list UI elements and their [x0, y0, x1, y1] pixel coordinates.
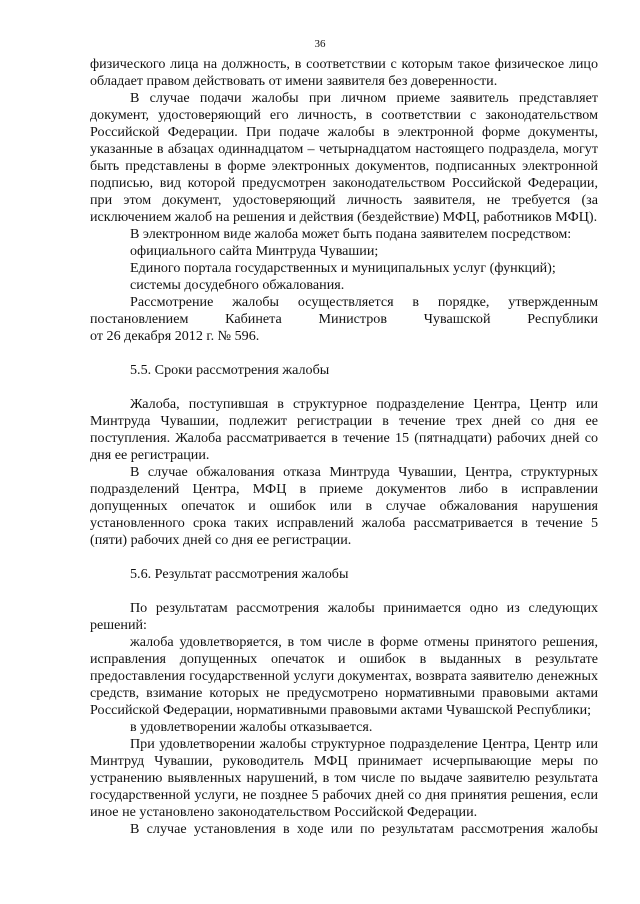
word: жалобы [232, 294, 280, 310]
list-item-complaint-rejected: в удовлетворении жалобы отказывается. [130, 719, 373, 735]
word: порядке, [437, 294, 490, 310]
paragraph-established-violation: В случае установления в ходе или по результатам рассмотрения жалобы [130, 821, 598, 837]
paragraph-review-procedure-line1 [90, 294, 598, 311]
word: Республики [527, 311, 598, 327]
paragraph-refusal-appeal-term: В случае обжалования отказа Минтруда Чувашии, Центра, структурных подразделений Центра, МФЦ в приеме документов либо в исправлении допущенных опечаток и ошибок или в случае обжалования нарушения установленного срока таких исправлений жалоба рассматривается в течение 5 (пяти) рабочих дней со дня ее регистрации. [90, 464, 598, 548]
list-item-official-site: официального сайта Минтруда Чувашии; [130, 243, 379, 259]
section-heading-5-5: 5.5. Сроки рассмотрения жалобы [130, 362, 330, 378]
list-item-complaint-satisfied: жалоба удовлетворяется, в том числе в форме отмены принятого решения, исправления допущенных опечаток и ошибок в выданных в результате предоставления государственной услуги документах, возврата заявителю денежных средств, взимание которых не предусмотрено нормативными правовыми актами Российской Федерации, нормативными правовыми актами Чувашской Республики; [90, 634, 598, 718]
word: Чувашской [423, 311, 491, 327]
document-body [90, 56, 598, 838]
section-heading-5-6: 5.6. Результат рассмотрения жалобы [130, 566, 349, 582]
word: Кабинета [225, 311, 282, 327]
word: в [412, 294, 420, 310]
list-item-pretrial-system: системы досудебного обжалования. [130, 277, 345, 293]
word: утвержденным [508, 294, 598, 310]
paragraph-review-procedure-line2 [90, 311, 598, 328]
list-item-unified-portal: Единого портала государственных и муниципальных услуг (функций); [130, 260, 556, 276]
word: Рассмотрение [130, 294, 214, 310]
paragraph-registration-term: Жалоба, поступившая в структурное подразделение Центра, Центр или Минтруда Чувашии, подлежит регистрации в течение трех дней со дня ее поступления. Жалоба рассматривается в течение 15 (пятнадцати) рабочих дней со дня ее регистрации. [90, 396, 598, 463]
word: постановлением [90, 311, 189, 327]
page-number: 36 [314, 38, 326, 50]
paragraph-continuation: физического лица на должность, в соответствии с которым такое физическое лицо обладает правом действовать от имени заявителя без доверенности. [90, 56, 598, 89]
word: осуществляется [297, 294, 394, 310]
paragraph-decisions-intro: По результатам рассмотрения жалобы принимается одно из следующих решений: [90, 600, 598, 633]
word: Министров [318, 311, 387, 327]
paragraph-review-procedure-line3: от 26 декабря 2012 г. № 596. [90, 328, 260, 344]
paragraph-electronic-submission: В электронном виде жалоба может быть подана заявителем посредством: [130, 226, 572, 242]
paragraph-remedy-measures: При удовлетворении жалобы структурное подразделение Центра, Центр или Минтруд Чувашии, руководитель МФЦ принимает исчерпывающие меры по устранению выявленных нарушений, в том числе по выдаче заявителю результата государственной услуги, не позднее 5 рабочих дней со дня принятия решения, если иное не установлено законодательством Российской Федерации. [90, 736, 598, 820]
paragraph-personal-reception: В случае подачи жалобы при личном приеме заявитель представляет документ, удостоверяющий его личность, в соответствии с законодательством Российской Федерации. При подаче жалобы в электронной форме документы, указанные в абзацах одиннадцатом – четырнадцатом настоящего подраздела, могут быть представлены в форме электронных документов, подписанных электронной подписью, вид которой предусмотрен законодательством Российской Федерации, при этом документ, удостоверяющий личность заявителя, не требуется (за исключением жалоб на решения и действия (бездействие) МФЦ, работников МФЦ). [90, 90, 598, 225]
